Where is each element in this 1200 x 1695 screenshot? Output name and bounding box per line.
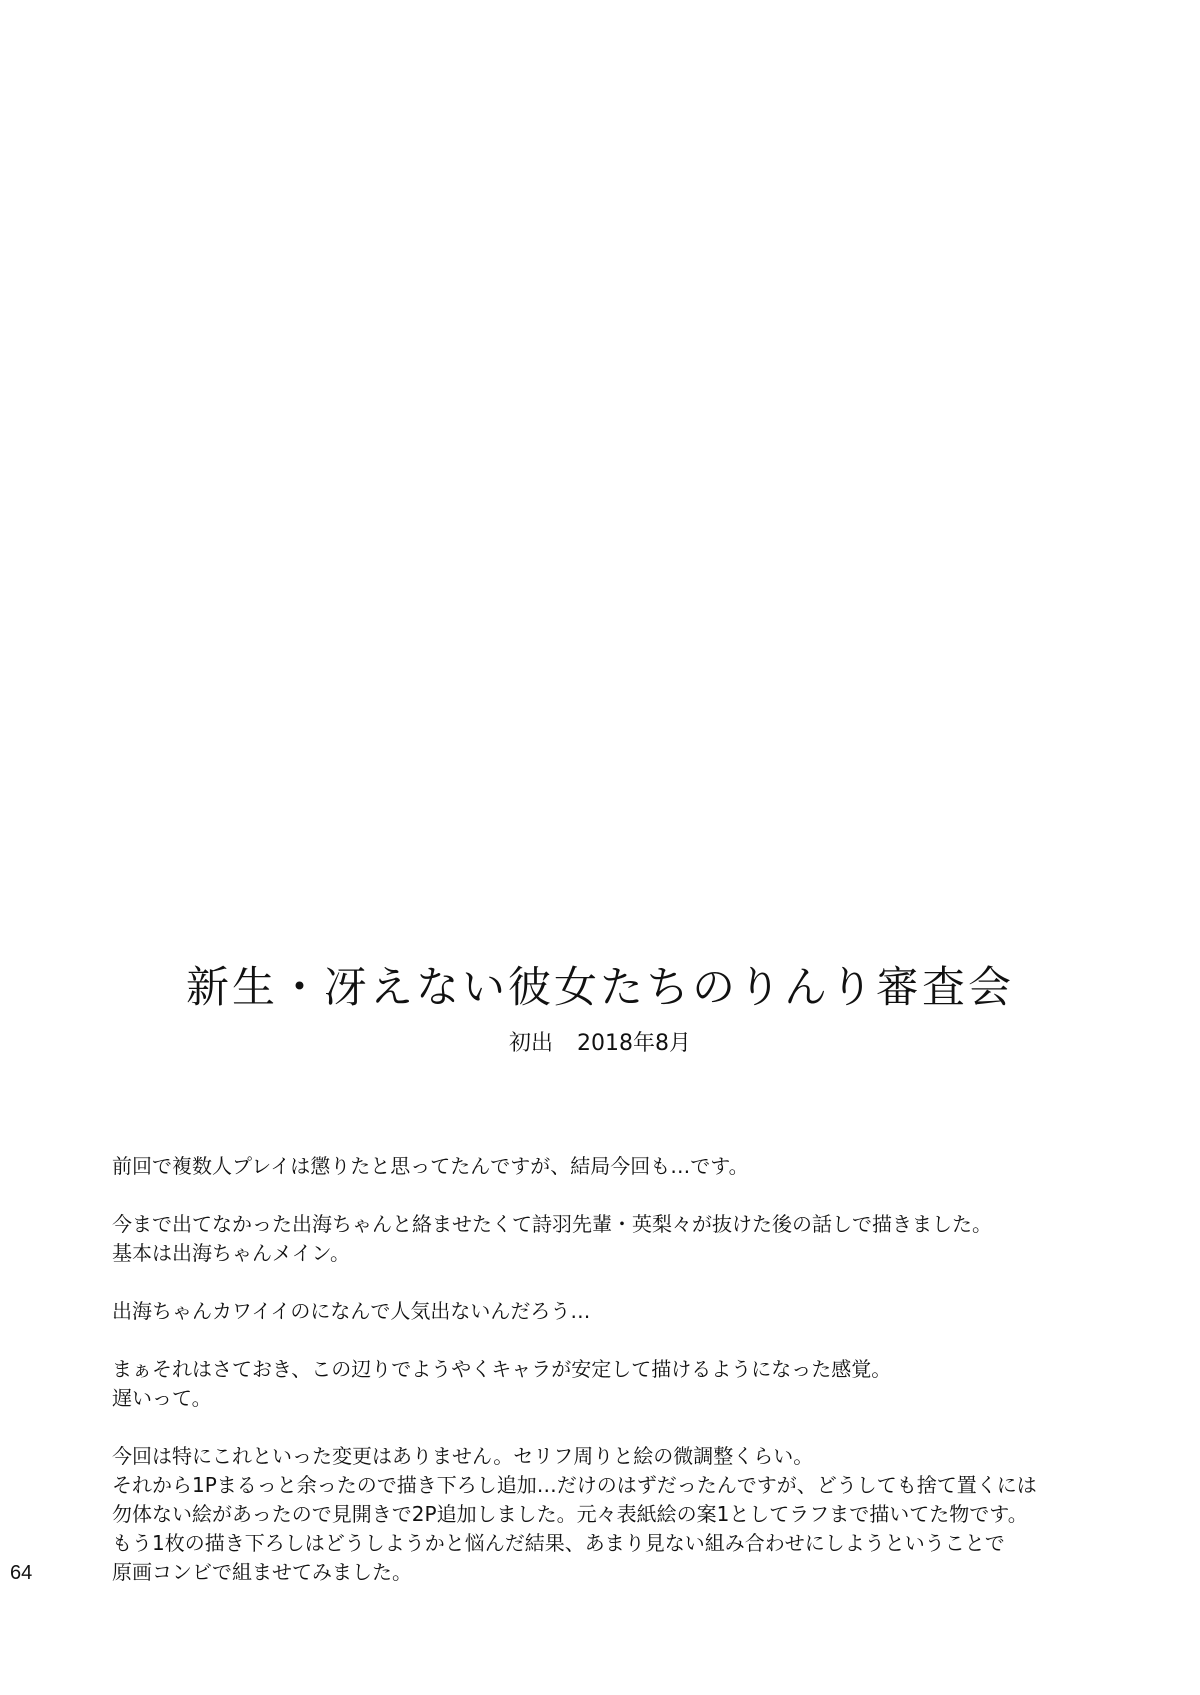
- text-line: 基本は出海ちゃんメイン。: [112, 1241, 350, 1265]
- first-published-date: 2018年8月: [577, 1031, 691, 1056]
- text-line: 今まで出てなかった出海ちゃんと絡ませたくて詩羽先輩・英梨々が抜けた後の話しで描きました。: [112, 1212, 992, 1236]
- paragraph-3: [112, 1297, 1112, 1326]
- page-number: 64: [10, 1562, 33, 1584]
- page-title: 新生・冴えない彼女たちのりんり審査会: [186, 963, 1014, 1013]
- paragraph-4: [112, 1355, 1112, 1413]
- text-line: 勿体ない絵があったので見開きで2P追加しました。元々表紙絵の案1としてラフまで描いてた物です。: [112, 1502, 1028, 1526]
- text-line: 遅いって。: [112, 1386, 212, 1410]
- text-line: 原画コンビで組ませてみました。: [112, 1560, 412, 1584]
- text-line: もう1枚の描き下ろしはどうしようかと悩んだ結果、あまり見ない組み合わせにしようということで: [112, 1531, 1005, 1555]
- first-published-label: 初出: [508, 1031, 553, 1056]
- paragraph-1: [112, 1152, 1112, 1181]
- text-line: 前回で複数人プレイは懲りたと思ってたんですが、結局今回も…です。: [112, 1154, 749, 1178]
- first-published-line: [0, 1029, 1200, 1059]
- text-line: まぁそれはさておき、この辺りでようやくキャラが安定して描けるようになった感覚。: [112, 1357, 892, 1381]
- text-line: 出海ちゃんカワイイのになんで人気出ないんだろう…: [112, 1299, 591, 1323]
- text-line: それから1Pまるっと余ったので描き下ろし追加…だけのはずだったんですが、どうしても捨て置くには: [112, 1473, 1037, 1497]
- afterword-body: [112, 1152, 1112, 1616]
- text-line: 今回は特にこれといった変更はありません。セリフ周りと絵の微調整くらい。: [112, 1444, 814, 1468]
- paragraph-2: [112, 1210, 1112, 1268]
- paragraph-5: [112, 1442, 1112, 1587]
